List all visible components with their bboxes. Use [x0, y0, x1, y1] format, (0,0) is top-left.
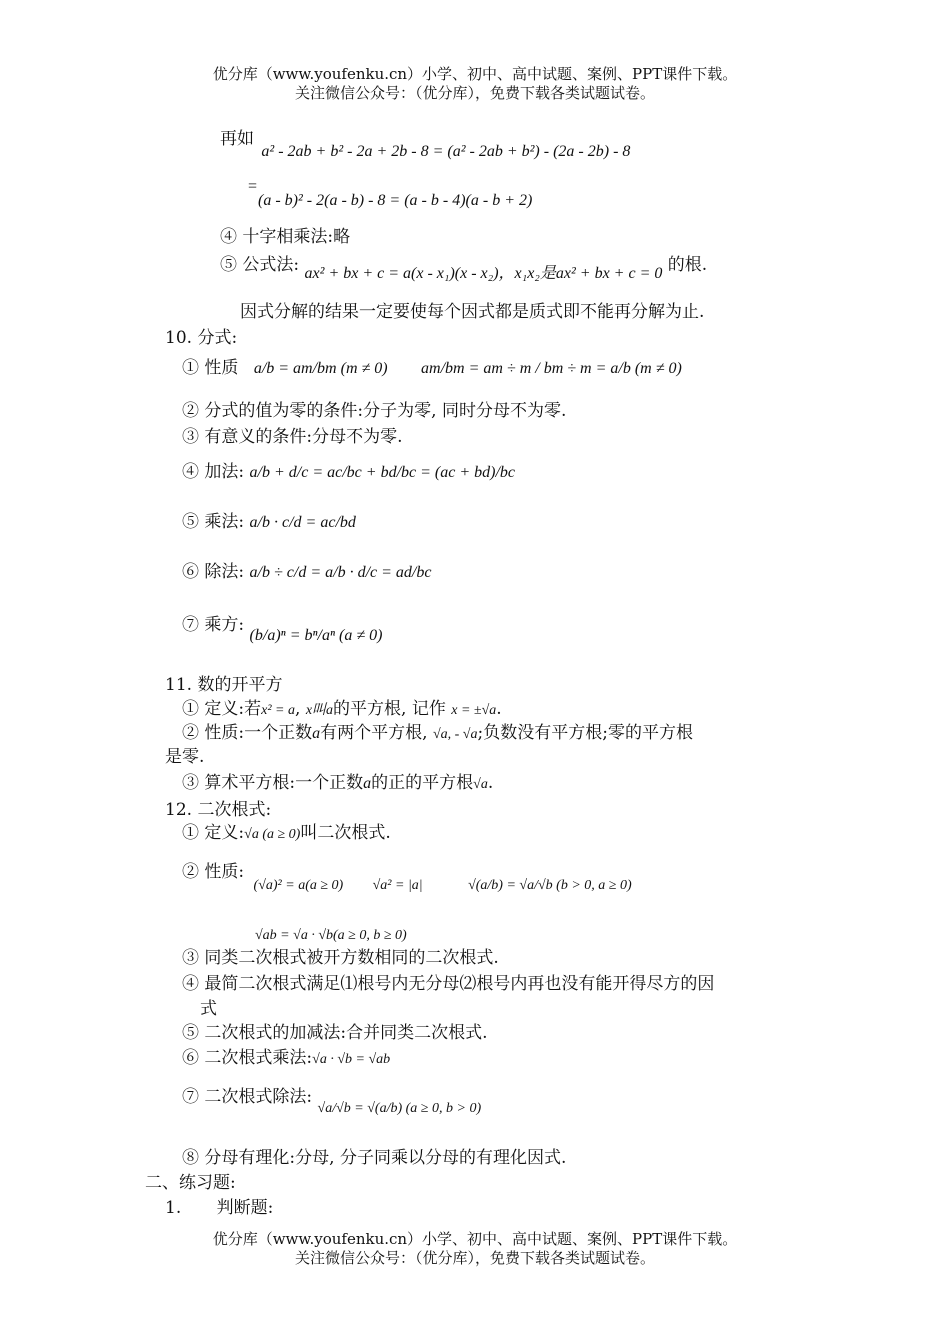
- s12-property-formula-3: √(a/b) = √a/√b (b > 0, a ≥ 0): [468, 878, 632, 893]
- s12-definition-math: √a (a ≥ 0): [244, 827, 301, 842]
- s12-multiplication-formula: √a · √b = √ab: [312, 1052, 391, 1067]
- s10-property-formula-2: am/bm = am ÷ m / bm ÷ m = a/b (m ≠ 0): [421, 360, 682, 377]
- s11-definition-text-3: 的平方根, 记作: [333, 699, 446, 719]
- s10-power-formula: (b/a)ⁿ = bⁿ/aⁿ (a ≠ 0): [249, 627, 383, 644]
- header-line-1: 优分库（www.youfenku.cn）小学、初中、高中试题、案例、PPT课件下载。: [212, 65, 738, 83]
- s10-zero-condition: ② 分式的值为零的条件:分子为零, 同时分母不为零.: [182, 401, 567, 421]
- factor-method-5-label: ⑤ 公式法:: [220, 255, 300, 275]
- s11-definition-math-2: x叫a: [305, 703, 334, 718]
- s10-addition-label: ④ 加法:: [182, 462, 245, 482]
- s10-multiplication-label: ⑤ 乘法:: [182, 512, 245, 532]
- s10-division-label: ⑥ 除法:: [182, 562, 245, 582]
- s10-power: [182, 613, 383, 644]
- s12-same-type: ③ 同类二次根式被开方数相同的二次根式.: [182, 948, 499, 968]
- footer-line-2: 关注微信公众号：（优分库），免费下载各类试题试卷。: [294, 1249, 655, 1267]
- exercise-item-1-label: 判断题:: [216, 1198, 274, 1218]
- s12-simplest-form-line-2: 式: [200, 999, 217, 1019]
- s12-division-formula: √a/√b = √(a/b) (a ≥ 0, b > 0): [317, 1101, 482, 1116]
- s12-property-formula-1: (√a)² = a(a ≥ 0): [253, 878, 344, 893]
- header-line-2: 关注微信公众号：（优分库），免费下载各类试题试卷。: [294, 84, 655, 102]
- s12-rationalize: ⑧ 分母有理化:分母, 分子同乘以分母的有理化因式.: [182, 1148, 567, 1168]
- s11-definition-math-1: x² = a: [261, 703, 295, 718]
- s12-definition-text-2: 叫二次根式.: [300, 823, 391, 843]
- s11-property-text-3: ;负数没有平方根;零的平方根: [477, 723, 693, 743]
- s11-property-text-1: ② 性质:一个正数: [182, 723, 313, 743]
- exercise-item-1: [165, 1196, 273, 1220]
- s11-property: [182, 721, 693, 747]
- factor-example-prefix: 再如: [220, 129, 254, 149]
- s12-division-label: ⑦ 二次根式除法:: [182, 1087, 313, 1107]
- s12-division: [182, 1085, 482, 1116]
- s12-definition: [182, 821, 391, 847]
- s11-property-text-2: 有两个平方根,: [320, 723, 428, 743]
- footer-line-1: 优分库（www.youfenku.cn）小学、初中、高中试题、案例、PPT课件下载。: [212, 1230, 738, 1248]
- s11-property-math-2: √a, - √a: [432, 727, 478, 742]
- s11-definition-math-3: x = ±√a: [451, 703, 497, 718]
- s12-multiplication-label: ⑥ 二次根式乘法:: [182, 1048, 313, 1068]
- s12-property-formula-4: √ab = √a · √b(a ≥ 0, b ≥ 0): [255, 928, 407, 943]
- s10-property-label: ① 性质: [182, 358, 239, 378]
- s12-add-subtract: ⑤ 二次根式的加减法:合并同类二次根式.: [182, 1023, 488, 1043]
- s12-property-label: ② 性质:: [182, 862, 245, 882]
- s10-meaningful-condition: ③ 有意义的条件:分母不为零.: [182, 427, 403, 447]
- factor-method-5-suffix: 的根.: [667, 255, 708, 275]
- s10-power-label: ⑦ 乘方:: [182, 615, 245, 635]
- s10-division-formula: a/b ÷ c/d = a/b · d/c = ad/bc: [249, 564, 432, 581]
- section-11-title: 11. 数的开平方: [165, 675, 283, 695]
- s11-arithmetic-text-3: .: [487, 773, 494, 793]
- s11-definition-text-2: ,: [295, 699, 301, 719]
- s10-property-formula-1: a/b = am/bm (m ≠ 0): [253, 360, 388, 377]
- page-header: [0, 65, 950, 103]
- s10-addition: [182, 460, 515, 485]
- s11-definition-text-4: .: [496, 699, 502, 719]
- s12-definition-text-1: ① 定义:: [182, 823, 245, 843]
- s12-simplest-form: ④ 最简二次根式满足⑴根号内无分母⑵根号内再也没有能开得尽方的因: [182, 974, 715, 994]
- factor-note: 因式分解的结果一定要使每个因式都是质式即不能再分解为止.: [240, 302, 705, 322]
- s10-division: [182, 560, 431, 585]
- s11-arithmetic-text-2: 的正的平方根: [371, 773, 474, 793]
- s11-arithmetic-math-2: √a: [473, 777, 488, 792]
- exercise-title: 二、练习题:: [145, 1173, 236, 1193]
- factor-method-5: [220, 253, 708, 282]
- s12-multiplication: [182, 1046, 390, 1072]
- s10-multiplication-formula: a/b · c/d = ac/bd: [249, 514, 356, 531]
- factor-example-line-2-formula-wrap: [258, 188, 532, 213]
- s12-property: [182, 860, 632, 893]
- s11-arithmetic-text-1: ③ 算术平方根:一个正数: [182, 773, 364, 793]
- s11-definition-text-1: ① 定义:若: [182, 699, 262, 719]
- factor-example-line-1: [220, 127, 631, 160]
- s11-arithmetic-root: [182, 771, 493, 797]
- factor-example-equals: =: [248, 178, 258, 195]
- factor-method-5-formula: ax² + bx + c = a(x - x₁)(x - x₂)，x₁x₂是ax² + bx + c = 0: [304, 265, 663, 282]
- s11-property-math-1: a: [312, 725, 321, 742]
- s11-arithmetic-math-1: a: [363, 775, 372, 792]
- factor-example-formula-2: (a - b)² - 2(a - b) - 8 = (a - b - 4)(a - b + 2): [258, 192, 533, 209]
- exercise-item-1-number: 1.: [165, 1198, 182, 1218]
- page-footer: [0, 1230, 950, 1268]
- s10-addition-formula: a/b + d/c = ac/bc + bd/bc = (ac + bd)/bc: [249, 464, 516, 481]
- s11-definition: [182, 697, 502, 723]
- s10-property: [182, 356, 682, 381]
- section-12-title: 12. 二次根式:: [165, 800, 272, 820]
- factor-method-4: ④ 十字相乘法:略: [220, 227, 351, 247]
- s12-property-formula-2: √a² = |a|: [372, 878, 423, 893]
- factor-example-formula-1: a² - 2ab + b² - 2a + 2b - 8 = (a² - 2ab + b²) - (2a - 2b) - 8: [261, 143, 631, 160]
- section-10-title: 10. 分式:: [165, 328, 238, 348]
- s11-property-line-2: 是零.: [165, 747, 205, 767]
- s10-multiplication: [182, 510, 356, 535]
- s12-property-line-2: [255, 922, 407, 948]
- factor-example-line-2: [248, 174, 257, 199]
